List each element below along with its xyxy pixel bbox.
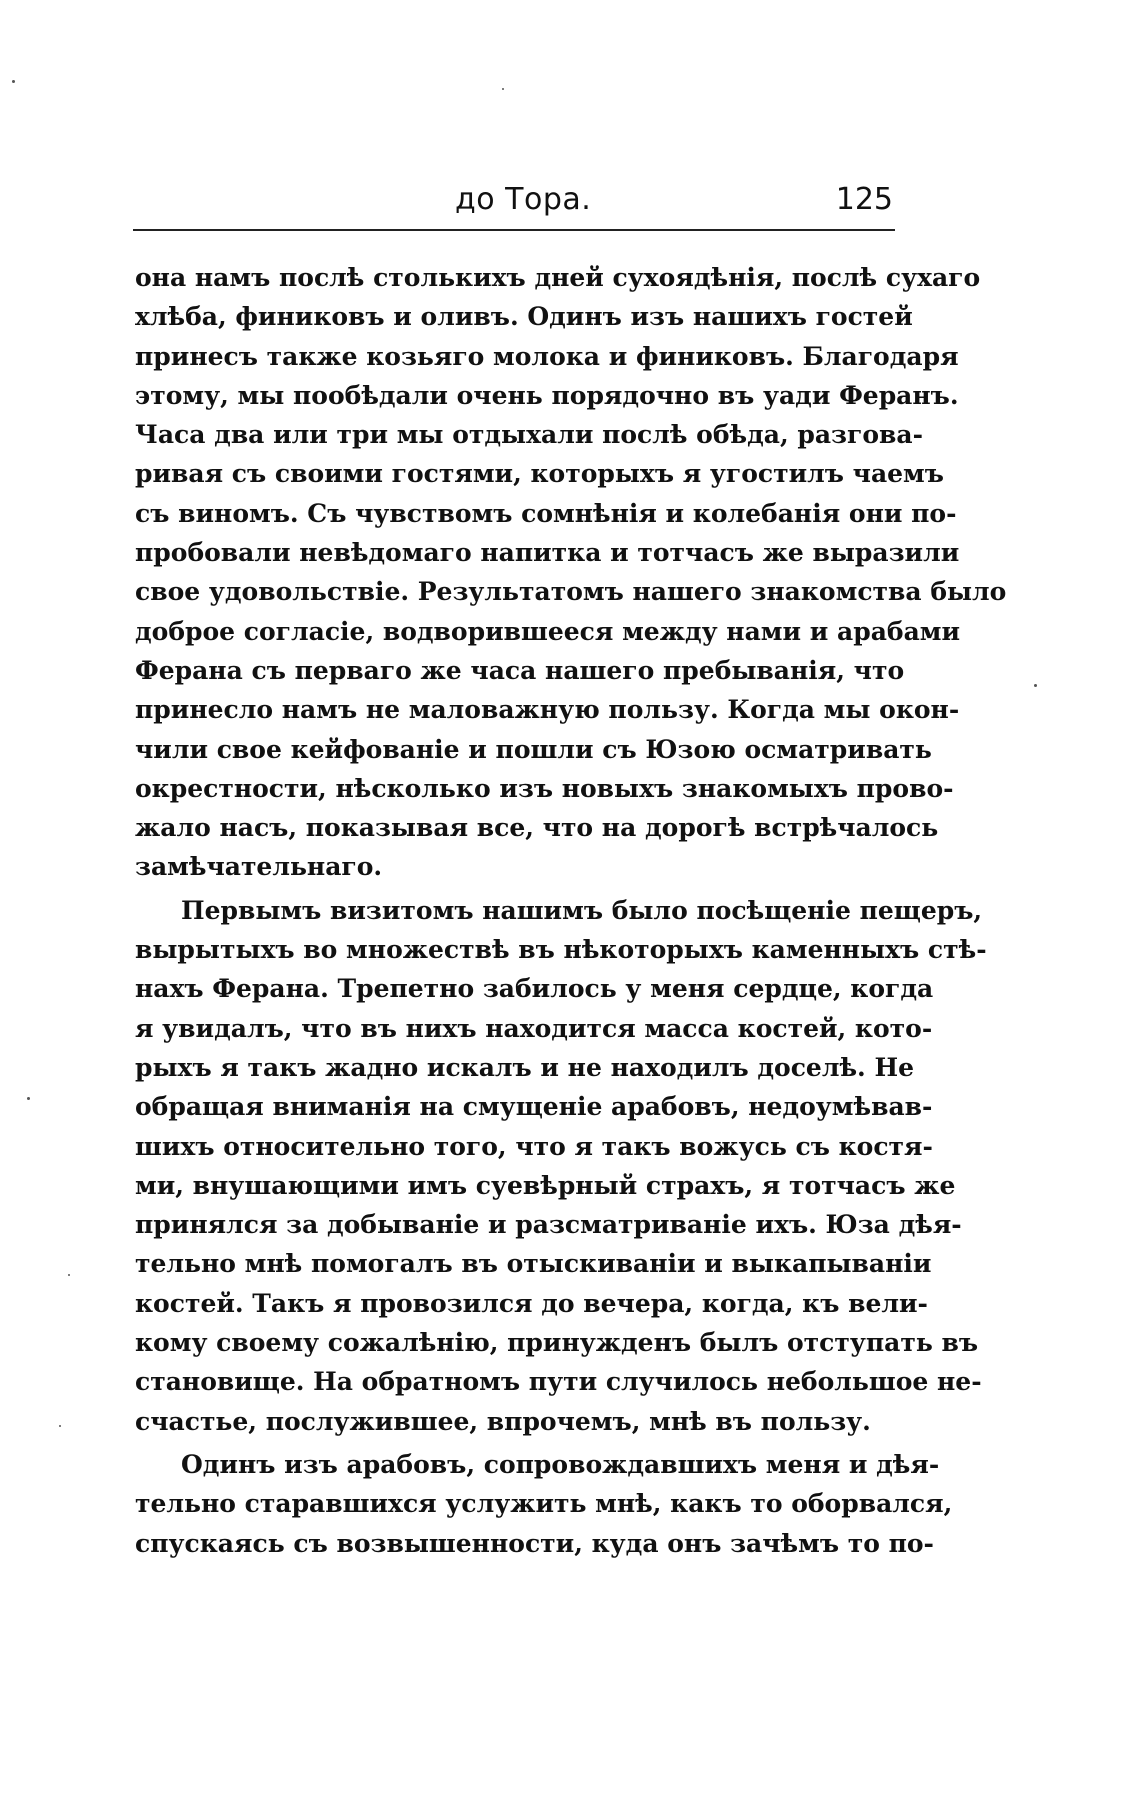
print-speck [1034, 684, 1037, 687]
text-line: ривая съ своими гостями, которыхъ я угостилъ чаемъ [135, 459, 944, 489]
text-line: счастье, послужившее, впрочемъ, мнѣ въ пользу. [135, 1406, 871, 1436]
text-line: рыхъ я такъ жадно искалъ и не находилъ доселѣ. Не [135, 1052, 914, 1082]
text-line: замѣчательнаго. [135, 852, 383, 882]
header-rule [133, 229, 895, 231]
text-line: пробовали невѣдомаго напитка и тотчасъ же выразили [135, 538, 960, 568]
text-line: становище. На обратномъ пути случилось небольшое не- [135, 1367, 982, 1397]
text-line: чили свое кейфованіе и пошли съ Юзою осматривать [135, 734, 932, 764]
paragraph [135, 258, 1007, 887]
text-line: свое удовольствіе. Результатомъ нашего знакомства было [135, 577, 1007, 607]
paragraph [135, 1445, 953, 1563]
text-line: Первымъ визитомъ нашимъ было посѣщеніе пещеръ, [181, 895, 983, 925]
text-line: нахъ Ферана. Трепетно забилось у меня сердце, когда [135, 974, 934, 1004]
page-number: 125 [835, 182, 893, 217]
text-line: Часа два или три мы отдыхали послѣ обѣда, разгова- [135, 420, 923, 450]
text-line: она намъ послѣ столькихъ дней сухоядѣнія, послѣ сухаго [135, 263, 981, 292]
running-header [133, 182, 893, 222]
text-line: костей. Такъ я провозился до вечера, когда, къ вели- [135, 1288, 928, 1318]
text-line: этому, мы пообѣдали очень порядочно въ уади Феранъ. [135, 380, 959, 410]
print-speck [502, 88, 504, 90]
text-line: съ виномъ. Съ чувствомъ сомнѣнія и колебанія они по- [135, 498, 957, 528]
print-speck [12, 80, 15, 83]
text-line: я увидалъ, что въ нихъ находится масса костей, кото- [135, 1013, 933, 1043]
text-line: шихъ относительно того, что я такъ вожусь съ костя- [135, 1131, 933, 1161]
print-speck [59, 1425, 61, 1427]
text-line: жало насъ, показывая все, что на дорогѣ встрѣчалось [135, 813, 939, 843]
text-line: окрестности, нѣсколько изъ новыхъ знакомыхъ прово- [135, 773, 954, 803]
text-line: Одинъ изъ арабовъ, сопровождавшихъ меня и дѣя- [181, 1449, 940, 1479]
text-line: принесъ также козьяго молока и финиковъ. Благодаря [135, 341, 959, 371]
text-line: вырытыхъ во множествѣ въ нѣкоторыхъ каменныхъ стѣ- [135, 935, 987, 965]
paragraph [135, 891, 987, 1441]
text-line: ми, внушающими имъ суевѣрный страхъ, я тотчасъ же [135, 1170, 956, 1200]
text-line: хлѣба, финиковъ и оливъ. Одинъ изъ нашихъ гостей [135, 302, 913, 332]
text-line: тельно старавшихся услужить мнѣ, какъ то оборвался, [135, 1489, 953, 1519]
print-speck [68, 1274, 70, 1276]
running-title: до Тора. [455, 182, 592, 217]
text-line: принялся за добываніе и разсматриваніе ихъ. Юза дѣя- [135, 1210, 962, 1240]
text-line: спускаясь съ возвышенности, куда онъ зачѣмъ то по- [135, 1528, 934, 1558]
text-line: обращая вниманія на смущеніе арабовъ, недоумѣвав- [135, 1092, 933, 1122]
print-speck [27, 1097, 30, 1100]
text-line: принесло намъ не маловажную пользу. Когда мы окон- [135, 695, 960, 725]
body-text [135, 258, 1007, 1567]
text-line: Ферана съ перваго же часа нашего пребыванія, что [135, 655, 905, 685]
text-line: кому своему сожалѣнію, принужденъ былъ отступать въ [135, 1328, 979, 1358]
text-line: доброе согласіе, водворившееся между нами и арабами [135, 616, 961, 646]
text-line: тельно мнѣ помогалъ въ отыскиваніи и выкапываніи [135, 1249, 932, 1279]
